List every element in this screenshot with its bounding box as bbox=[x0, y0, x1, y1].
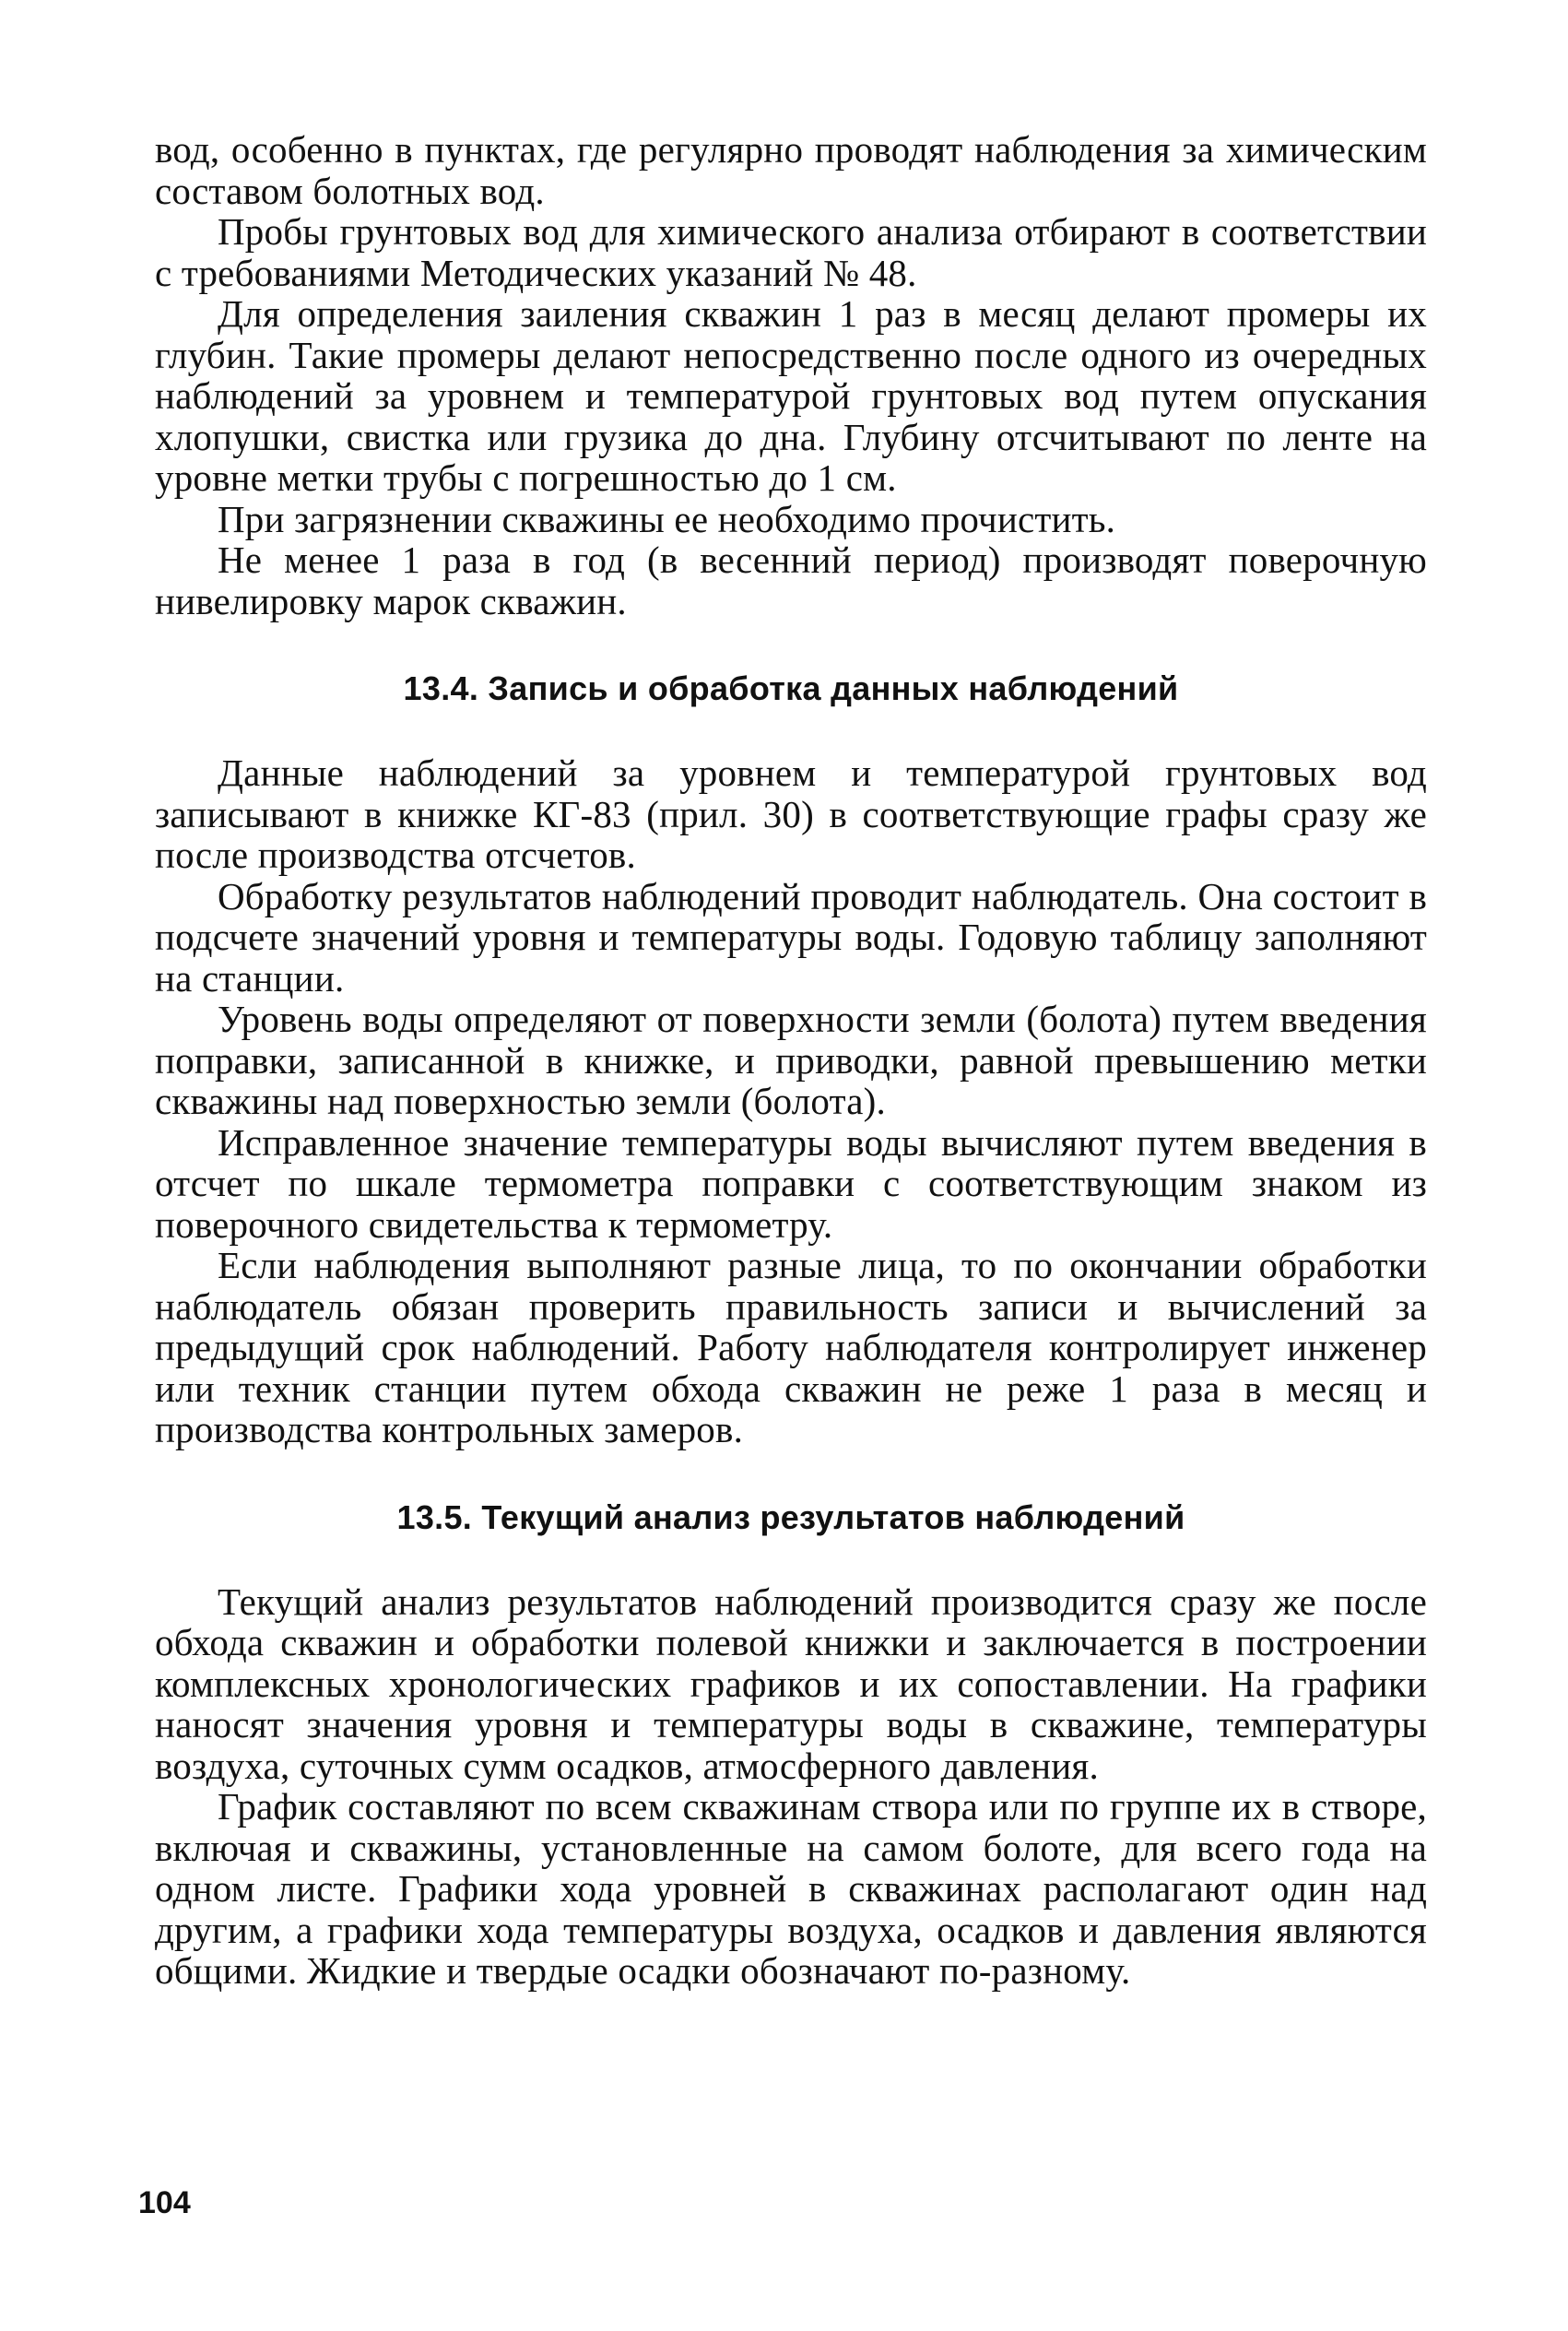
paragraph-water-level: Уровень воды определяют от поверхности земли (болота) путем введения поправки, записанной в книжке, и приводки, равной превышению метки скважины над поверхностью земли (болота). bbox=[155, 998, 1427, 1122]
section-heading-13-4: 13.4. Запись и обработка данных наблюдений bbox=[403, 669, 1179, 707]
page-body bbox=[155, 129, 1427, 1992]
paragraph-graph-composition: График составляют по всем скважинам створа или по группе их в створе, включая и скважины, установленные на самом болоте, для всего года на одном листе. Графики хода уровней в скважинах располагают один над другим, а графики хода температуры воздуха, осадков и давления являются общими. Жидкие и твердые осадки обозначают по-разному. bbox=[155, 1785, 1427, 1992]
paragraph-continuation: вод, особенно в пунктах, где регулярно проводят наблюдения за химическим составом болотных вод. bbox=[155, 128, 1427, 212]
paragraph-silting-measurements: Для определения заиления скважин 1 раз в месяц делают промеры их глубин. Такие промеры делают непосредственно после одного из очередных наблюдений за уровнем и температурой грунтовых вод путем опускания хлопушки, свистка или грузика до дна. Глубину отсчитывают по ленте на уровне метки трубы с погрешностью до 1 см. bbox=[155, 292, 1427, 499]
paragraph-current-analysis: Текущий анализ результатов наблюдений производится сразу же после обхода скважин и обработки полевой книжки и заключается в построении комплексных хронологических графиков и их сопоставлении. На графики наносят значения уровня и температуры воды в скважине, температуры воздуха, суточных сумм осадков, атмосферного давления. bbox=[155, 1580, 1427, 1787]
paragraph-groundwater-samples: Пробы грунтовых вод для химического анализа отбирают в соответствии с требованиями Методических указаний № 48. bbox=[155, 210, 1427, 294]
paragraph-verification: Если наблюдения выполняют разные лица, то по окончании обработки наблюдатель обязан проверить правильность записи и вычислений за предыдущий срок наблюдений. Работу наблюдателя контролирует инженер или техник станции путем обхода скважин не реже 1 раза в месяц и производства контрольных замеров. bbox=[155, 1244, 1427, 1450]
paragraph-well-cleaning: При загрязнении скважины ее необходимо прочистить. bbox=[218, 497, 1116, 540]
paragraph-leveling: Не менее 1 раза в год (в весенний период) производят поверочную нивелировку марок скважин. bbox=[155, 538, 1427, 622]
page-number: 104 bbox=[138, 2185, 191, 2220]
section-heading-13-5: 13.5. Текущий анализ результатов наблюдений bbox=[396, 1497, 1185, 1536]
paragraph-data-recording: Данные наблюдений за уровнем и температурой грунтовых вод записывают в книжке КГ-83 (прил. 30) в соответствующие графы сразу же после производства отсчетов. bbox=[155, 751, 1427, 876]
paragraph-processing: Обработку результатов наблюдений проводит наблюдатель. Она состоит в подсчете значений уровня и температуры воды. Годовую таблицу заполняют на станции. bbox=[155, 874, 1427, 1000]
paragraph-water-temperature: Исправленное значение температуры воды вычисляют путем введения в отсчет по шкале термометра поправки с соответствующим знаком из поверочного свидетельства к термометру. bbox=[155, 1120, 1427, 1246]
